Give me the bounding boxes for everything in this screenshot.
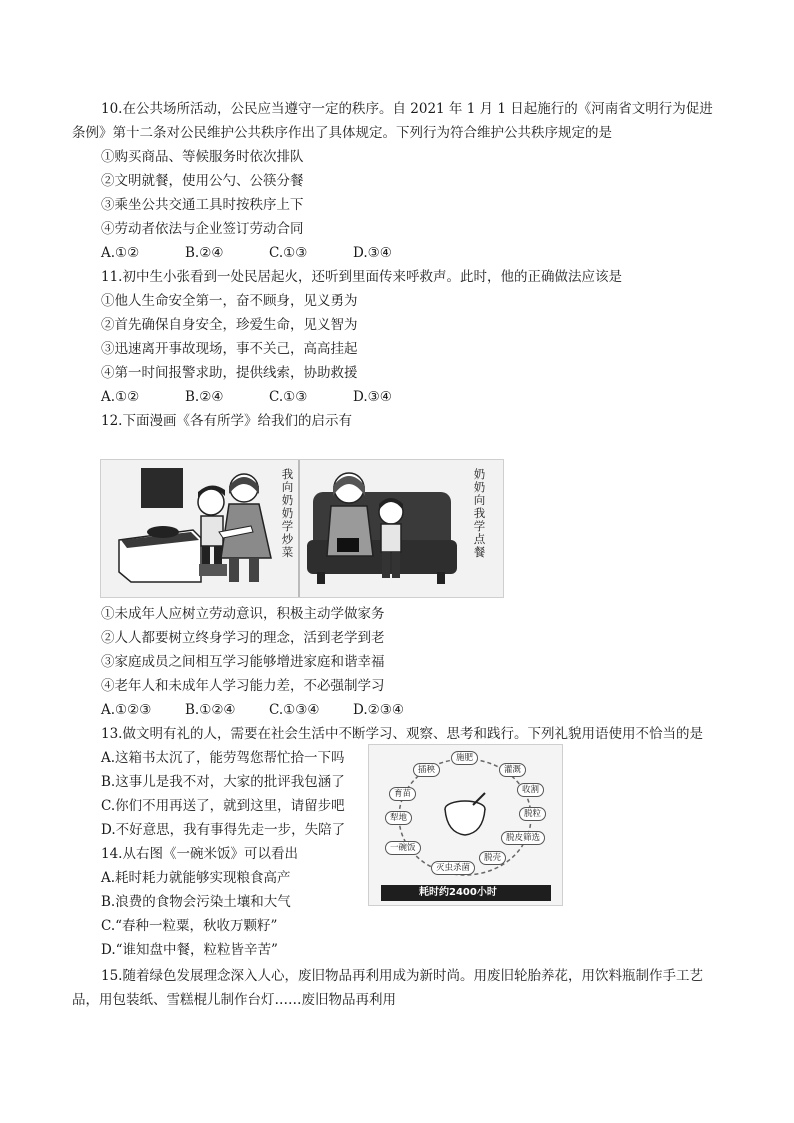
step-harvest: 收割 xyxy=(517,783,544,797)
boy-seated-leg-left xyxy=(382,552,390,578)
q11-item-2: ②首先确保自身安全，珍爱生命，见义智为 xyxy=(101,317,358,333)
q11-item-3: ③迅速离开事故现场，事不关己，高高挂起 xyxy=(101,341,358,357)
q10-option-c[interactable]: C.①③ xyxy=(269,245,308,261)
step-screen: 脱皮筛选 xyxy=(501,831,545,845)
boy-seated-leg-right xyxy=(392,552,400,578)
q12-option-b[interactable]: B.①②④ xyxy=(185,702,236,718)
grandma-leg-left xyxy=(229,558,239,582)
q11-option-b[interactable]: B.②④ xyxy=(185,389,224,405)
q10-option-a[interactable]: A.①② xyxy=(101,245,140,261)
q14-option-d[interactable]: D.“谁知盘中餐，粒粒皆辛苦” xyxy=(101,942,278,958)
cartoon-drawing xyxy=(101,460,503,597)
q11-item-1: ①他人生命安全第一，奋不顾身，见义勇为 xyxy=(101,293,358,309)
grandma-leg-right xyxy=(249,558,259,582)
time-banner: 耗时约2400小时 xyxy=(419,887,497,898)
q10-stem-line2: 条例》第十二条对公民维护公共秩序作出了具体规定。下列行为符合维护公共秩序规定的是 xyxy=(72,125,612,141)
q10-item-2: ②文明就餐，使用公勺、公筷分餐 xyxy=(101,173,304,189)
rice-bowl-diagram xyxy=(369,745,562,905)
q10-item-4: ④劳动者依法与企业签订劳动合同 xyxy=(101,221,304,237)
q12-option-c[interactable]: C.①③④ xyxy=(269,702,320,718)
q14-rice-figure xyxy=(368,744,563,906)
q13-stem: 13.做文明有礼的人，需要在社会生活中不断学习、观察、思考和践行。下列礼貌用语使用不恰当的是 xyxy=(101,726,703,742)
q11-item-4: ④第一时间报警求助，提供线索，协助救援 xyxy=(101,365,358,381)
sofa-leg-right xyxy=(437,572,445,584)
q11-stem: 11.初中生小张看到一处民居起火，还听到里面传来呼救声。此时，他的正确做法应该是 xyxy=(101,269,622,285)
q11-option-a[interactable]: A.①② xyxy=(101,389,140,405)
q14-option-c[interactable]: C.“春种一粒粟，秋收万颗籽” xyxy=(101,918,278,934)
q12-cartoon xyxy=(100,459,504,598)
q13-option-d[interactable]: D.不好意思，我有事得先走一步，失陪了 xyxy=(101,822,346,838)
q11-option-d[interactable]: D.③④ xyxy=(353,389,392,405)
q12-stem: 12.下面漫画《各有所学》给我们的启示有 xyxy=(101,413,352,429)
phone xyxy=(337,538,359,552)
q13-option-a[interactable]: A.这箱书太沉了，能劳驾您帮忙拾一下吗 xyxy=(101,750,345,766)
q12-options xyxy=(101,701,404,719)
step-fertilize: 施肥 xyxy=(451,751,478,765)
q14-option-a[interactable]: A.耗时耗力就能够实现粮食高产 xyxy=(101,870,291,886)
q12-item-2: ②人人都要树立终身学习的理念，活到老学到老 xyxy=(101,630,385,646)
q11-option-c[interactable]: C.①③ xyxy=(269,389,308,405)
sofa-leg-left xyxy=(317,572,325,584)
q12-item-4: ④老年人和未成年人学习能力差，不必强制学习 xyxy=(101,678,385,694)
q14-option-b[interactable]: B.浪费的食物会污染土壤和大气 xyxy=(101,894,291,910)
step-plough: 犁地 xyxy=(385,811,412,825)
q12-option-a[interactable]: A.①②③ xyxy=(101,702,152,718)
cartoon-right-caption: 奶奶向我学点餐 xyxy=(473,467,486,559)
q10-item-1: ①购买商品、等候服务时依次排队 xyxy=(101,149,304,165)
q10-stem-line1: 10.在公共场所活动，公民应当遵守一定的秩序。自 2021 年 1 月 1 日起施行的《河南省文明行为促进 xyxy=(101,101,713,117)
step-irrigate: 灌溉 xyxy=(499,763,526,777)
q11-options xyxy=(101,388,392,406)
q10-option-d[interactable]: D.③④ xyxy=(353,245,392,261)
range-hood xyxy=(141,468,183,508)
q12-option-d[interactable]: D.②③④ xyxy=(353,702,404,718)
q15-stem-line2: 品，用包装纸、雪糕棍儿制作台灯……废旧物品再利用 xyxy=(72,992,396,1008)
step-sterilize: 灭虫杀菌 xyxy=(431,861,475,875)
boy-body xyxy=(201,516,223,546)
step-seedling: 育苗 xyxy=(389,787,416,801)
cartoon-left-caption: 我向奶奶学炒菜 xyxy=(281,467,294,559)
bowl-icon xyxy=(445,809,485,835)
step-thresh: 脱粒 xyxy=(519,807,546,821)
q13-option-c[interactable]: C.你们不用再送了，就到这里，请留步吧 xyxy=(101,798,345,814)
q10-item-3: ③乘坐公共交通工具时按秩序上下 xyxy=(101,197,304,213)
wok xyxy=(147,526,179,538)
boy-seated-body xyxy=(381,524,401,552)
step-stool xyxy=(199,564,227,576)
q10-option-b[interactable]: B.②④ xyxy=(185,245,224,261)
q13-option-b[interactable]: B.这事儿是我不对，大家的批评我包涵了 xyxy=(101,774,345,790)
q15-stem-line1: 15.随着绿色发展理念深入人心，废旧物品再利用成为新时尚。用废旧轮胎养花，用饮料瓶制作手工艺 xyxy=(101,968,703,984)
q12-item-3: ③家庭成员之间相互学习能够增进家庭和谐幸福 xyxy=(101,654,385,670)
boy-leg-left xyxy=(202,546,210,564)
q14-stem: 14.从右图《一碗米饭》可以看出 xyxy=(101,846,298,862)
q10-options xyxy=(101,244,392,262)
step-transplant: 插秧 xyxy=(413,763,440,777)
step-husk: 脱壳 xyxy=(479,851,506,865)
step-bowl-of-rice: 一碗饭 xyxy=(385,841,421,855)
q12-item-1: ①未成年人应树立劳动意识，积极主动学做家务 xyxy=(101,606,385,622)
